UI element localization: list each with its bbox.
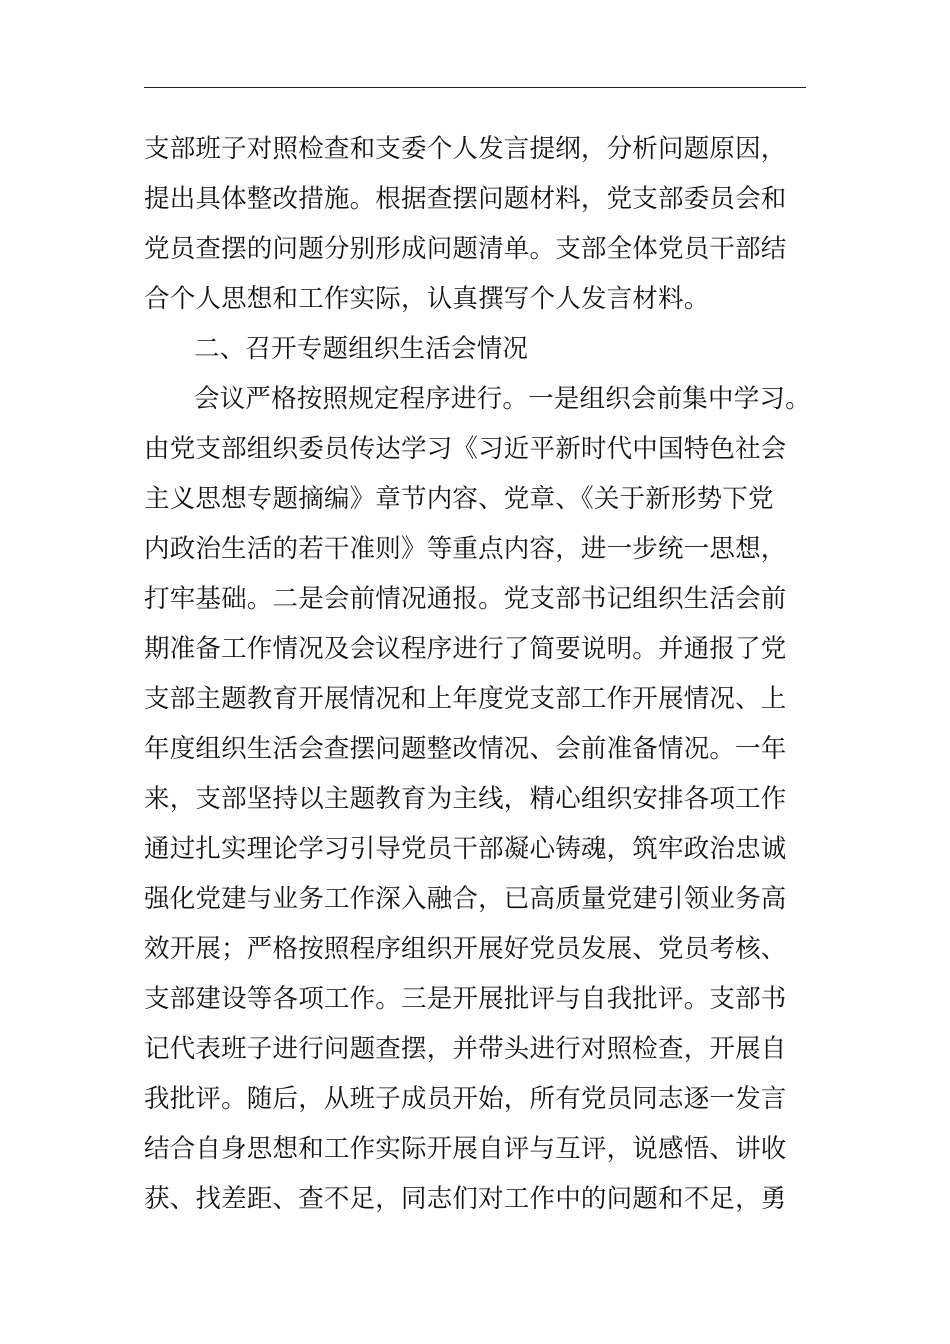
paragraph-line: 党员查摆的问题分别形成问题清单。支部全体党员干部结 — [144, 234, 787, 264]
paragraph-line: 记代表班子进行问题查摆，并带头进行对照检查，开展自 — [144, 1034, 787, 1064]
paragraph-line: 内政治生活的若干准则》等重点内容，进一步统一思想， — [144, 534, 787, 564]
paragraph-line: 支部主题教育开展情况和上年度党支部工作开展情况、上 — [144, 684, 787, 714]
paragraph-line: 合个人思想和工作实际，认真撰写个人发言材料。 — [144, 284, 710, 314]
paragraph-line: 效开展；严格按照程序组织开展好党员发展、党员考核、 — [144, 934, 787, 964]
paragraph-line: 强化党建与业务工作深入融合，已高质量党建引领业务高 — [144, 884, 787, 914]
paragraph-line: 支部建设等各项工作。三是开展批评与自我批评。支部书 — [144, 984, 787, 1014]
paragraph-line: 来，支部坚持以主题教育为主线，精心组织安排各项工作 — [144, 784, 787, 814]
paragraph-line: 年度组织生活会查摆问题整改情况、会前准备情况。一年 — [144, 734, 787, 764]
paragraph-line: 期准备工作情况及会议程序进行了简要说明。并通报了党 — [144, 634, 787, 664]
paragraph-line: 支部班子对照检查和支委个人发言提纲，分析问题原因， — [144, 134, 787, 164]
paragraph-line: 主义思想专题摘编》章节内容、党章、《关于新形势下党 — [144, 484, 774, 514]
paragraph-line: 获、找差距、查不足，同志们对工作中的问题和不足，勇 — [144, 1184, 787, 1214]
paragraph-line: 由党支部组织委员传达学习《习近平新时代中国特色社会 — [144, 434, 787, 464]
paragraph-line: 通过扎实理论学习引导党员干部凝心铸魂，筑牢政治忠诚 — [144, 834, 787, 864]
paragraph-line: 结合自身思想和工作实际开展自评与互评，说感悟、讲收 — [144, 1134, 787, 1164]
paragraph-line: 提出具体整改措施。根据查摆问题材料，党支部委员会和 — [144, 184, 787, 214]
header-rule — [144, 87, 806, 88]
paragraph-line: 我批评。随后，从班子成员开始，所有党员同志逐一发言 — [144, 1084, 787, 1114]
paragraph-line: 会议严格按照规定程序进行。一是组织会前集中学习。 — [194, 384, 811, 414]
paragraph-line: 打牢基础。二是会前情况通报。党支部书记组织生活会前 — [144, 584, 787, 614]
section-heading: 二、召开专题组织生活会情况 — [194, 334, 529, 364]
